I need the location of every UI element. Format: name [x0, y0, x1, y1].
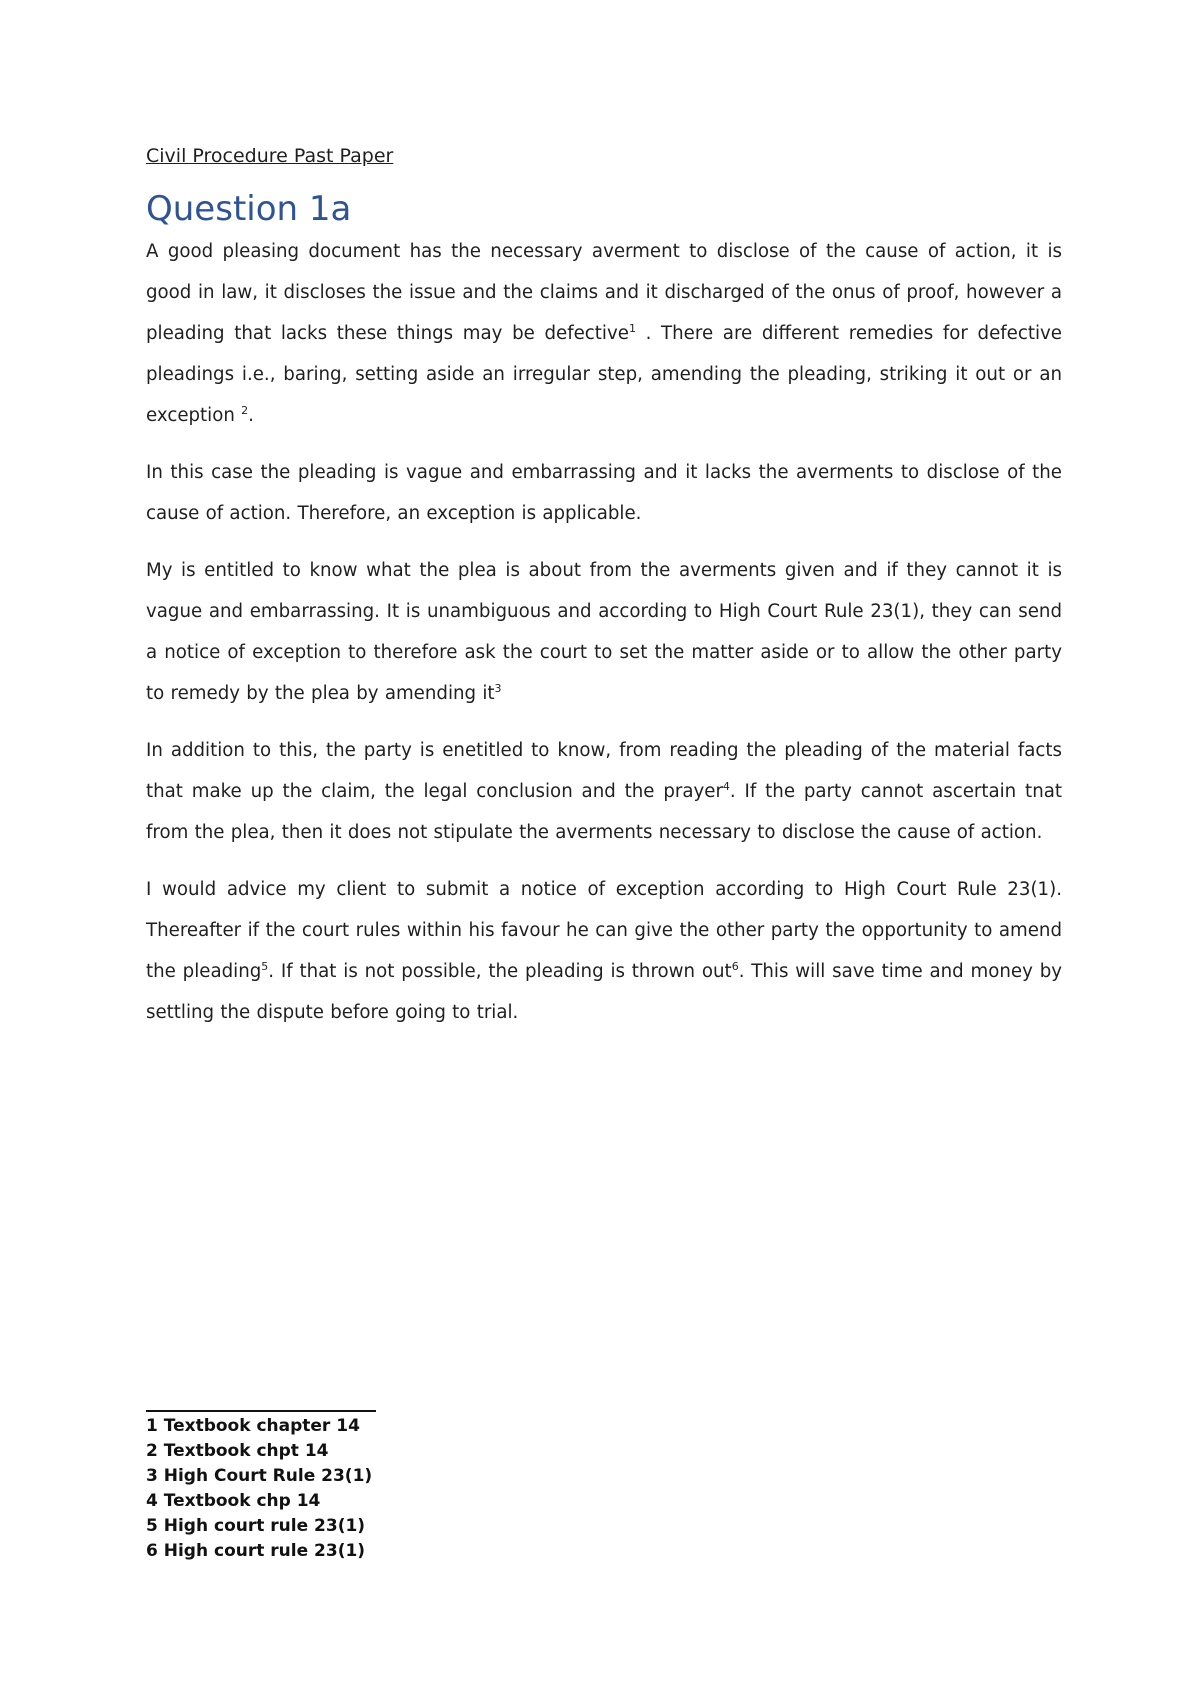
paragraph-2	[146, 452, 1062, 534]
paragraph-text: .	[248, 405, 254, 426]
paragraph-text: A good pleasing document has the necessary averment to disclose of the cause of action, it is good in law, it discloses the issue and the claims and it discharged of the onus of proof, however a pleading that lacks these things may be defective	[146, 241, 1062, 344]
paragraph-5	[146, 869, 1062, 1033]
paragraph-text: In addition to this, the party is enetitled to know, from reading the pleading of the material facts that make up the claim, the legal conclusion and the prayer	[146, 740, 1062, 802]
footnote-reference[interactable]: 2	[241, 403, 249, 417]
footnote-reference[interactable]: 6	[731, 959, 739, 973]
paragraph-text: My is entitled to know what the plea is about from the averments given and if they cannot it is vague and embarrassing. It is unambiguous and according to High Court Rule 23(1), they can send a notice of exception to therefore ask the court to set the matter aside or to allow the other party to remedy by the plea by amending it	[146, 560, 1062, 704]
footnote-item: 5 High court rule 23(1)	[146, 1516, 366, 1536]
footnote-separator	[146, 1410, 376, 1412]
footnote-item: 1 Textbook chapter 14	[146, 1416, 360, 1436]
document-title: Civil Procedure Past Paper	[146, 145, 394, 167]
footnote-reference[interactable]: 3	[494, 681, 502, 695]
paragraph-1	[146, 231, 1062, 436]
footnote-item: 3 High Court Rule 23(1)	[146, 1466, 373, 1486]
paragraph-4	[146, 730, 1062, 853]
footnote-item: 2 Textbook chpt 14	[146, 1441, 329, 1461]
document-body	[146, 143, 1062, 1049]
footnote-reference[interactable]: 1	[628, 321, 636, 335]
paragraph-text: I would advice my client to submit a notice of exception according to High Court Rule 23(1). Thereafter if the court rules within his favour he can give the other party the opportunity to amend the pleading	[146, 879, 1062, 982]
paragraph-text: . If that is not possible, the pleading is thrown out	[268, 961, 732, 982]
paragraph-text: . There are different remedies for defective pleadings i.e., baring, setting aside an irregular step, amending the pleading, striking it out or an exception	[146, 323, 1062, 426]
paragraph-text: In this case the pleading is vague and embarrassing and it lacks the averments to disclose of the cause of action. Therefore, an exception is applicable.	[146, 462, 1062, 524]
paragraph-text: . If the party cannot ascertain tnat from the plea, then it does not stipulate the averments necessary to disclose the cause of action.	[146, 781, 1062, 843]
footnote-reference[interactable]: 5	[261, 959, 269, 973]
question-heading: Question 1a	[146, 189, 352, 229]
paragraph-text: . This will save time and money by settling the dispute before going to trial.	[146, 961, 1063, 1023]
footnote-item: 6 High court rule 23(1)	[146, 1541, 366, 1561]
footnotes-list	[146, 1414, 546, 1564]
footnote-reference[interactable]: 4	[722, 779, 730, 793]
footnote-item: 4 Textbook chp 14	[146, 1491, 321, 1511]
paragraph-3	[146, 550, 1062, 714]
